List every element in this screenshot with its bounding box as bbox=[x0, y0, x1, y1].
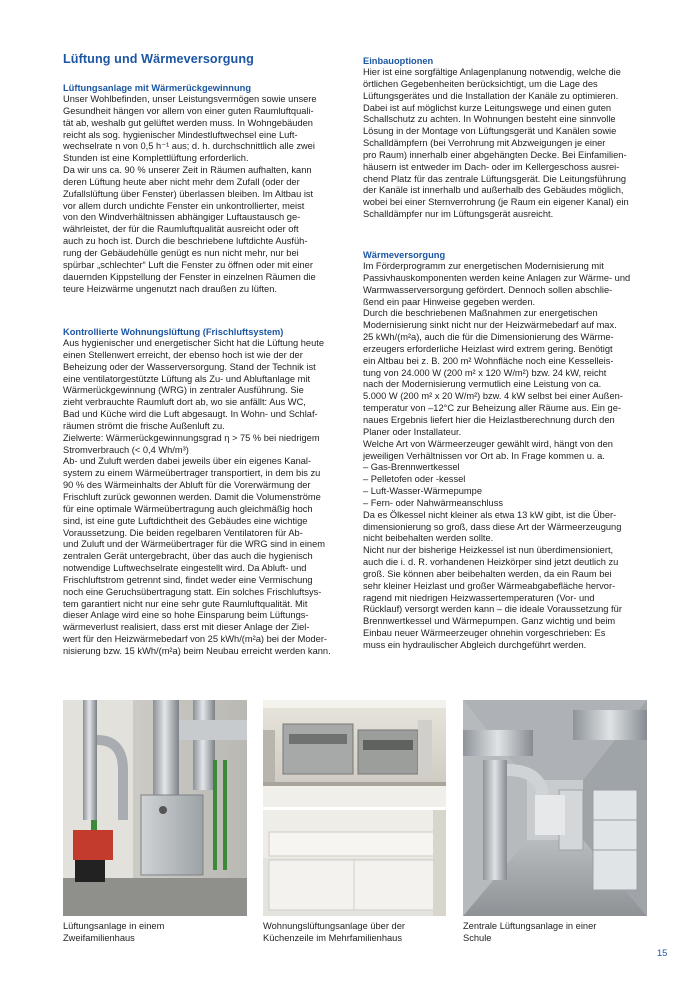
text-line: Frischluft zurück gewonnen werden. Damit die Volumenströme bbox=[63, 491, 321, 502]
photo-zentrale-lueftungsanlage-schule bbox=[463, 700, 647, 916]
text-line: nach der Modernisierung vermutlich eine Leistung von ca. bbox=[363, 379, 602, 390]
text-line: Schalldämpfern (bei Verrohrung mit Abzweigungen je einer bbox=[363, 138, 606, 149]
caption-photo-2-line-1: Wohnungslüftungsanlage über der bbox=[263, 921, 405, 931]
text-line: Im Förderprogramm zur energetischen Modernisierung mit bbox=[363, 261, 604, 271]
text-line: zieht verbrauchte Raumluft dort ab, wo sie anfällt: Aus WC, bbox=[63, 397, 306, 408]
text-line: dimensionierung so groß, dass diese Art der Wärmeerzeugung bbox=[363, 521, 622, 532]
text-line: – Fern- oder Nahwärmeanschluss bbox=[363, 497, 504, 508]
text-line: tät ab, weshalb gut gelüftet werden muss. In Wohngebäuden bbox=[63, 117, 313, 128]
text-line: Nicht nur der bisherige Heizkessel ist nun überdimensioniert, bbox=[363, 545, 614, 556]
text-line: groß. Sie können aber beibehalten werden, da ein Raum bei bbox=[363, 568, 612, 579]
text-line: auch die i. d. R. vorhandenen Heizkörper sind jetzt deutlich zu bbox=[363, 557, 619, 568]
text-line: Schalldämpfer nur im Lüftungsgerät ausreicht. bbox=[363, 209, 554, 220]
photo-lueftungsanlage-zweifamilienhaus bbox=[63, 700, 247, 916]
text-line: häusern ist entweder im Dach- oder im Kellergeschoss ausrei- bbox=[363, 161, 620, 172]
section-heading-lueftungsanlage: Lüftungsanlage mit Wärmerückgewinnung bbox=[63, 83, 252, 93]
text-line: – Pelletofen oder -kessel bbox=[363, 474, 466, 485]
text-line: tem garantiert nicht nur eine sehr gute Raumluftqualität. Mit bbox=[63, 598, 308, 609]
caption-photo-3-line-2: Schule bbox=[463, 933, 492, 943]
paragraph-kontrollierte-wohnungslueftung bbox=[63, 338, 346, 658]
text-line: Dabei ist auf möglichst kurze Leitungswege und einen guten bbox=[363, 102, 612, 113]
text-line: system zu einem Wärmeübertrager transportiert, in dem bis zu bbox=[63, 468, 321, 479]
text-line: 5.000 W (200 m² x 20 W/m²) bzw. 4 kW selbst bei einer Außen- bbox=[363, 391, 623, 402]
text-line: Passivhauskomponenten werden keine Anlagen zur Wärme- und bbox=[363, 272, 631, 283]
caption-photo-3 bbox=[463, 920, 647, 944]
caption-photo-1-line-2: Zweifamilienhaus bbox=[63, 933, 135, 943]
text-line: für eine optimale Wärmeübertragung auch gleichmäßig hoch bbox=[63, 503, 313, 514]
text-line: Da es Ölkessel nicht kleiner als etwa 13 kW gibt, ist die Über- bbox=[363, 509, 617, 520]
text-line: tung von 24.000 W (200 m² x 120 W/m²) bzw. 24 kW, reicht bbox=[363, 367, 607, 378]
text-line: auch zu hoch ist. Durch die beschriebene luftdichte Ausfüh- bbox=[63, 236, 308, 247]
text-line: Bad und Küche wird die Luft abgesaugt. In Wohn- und Schlaf- bbox=[63, 409, 318, 420]
text-line: Stunden ist eine Komplettlüftung erforderlich. bbox=[63, 153, 249, 164]
text-line: eine ventilatorgestützte Lüftung als Zu- und Abluftanlage mit bbox=[63, 373, 311, 384]
caption-photo-2-line-2: Küchenzeile im Mehrfamilienhaus bbox=[263, 933, 403, 943]
page-number: 15 bbox=[657, 948, 668, 958]
text-line: Hier ist eine sorgfältige Anlagenplanung notwendig, welche die bbox=[363, 67, 621, 77]
section-heading-einbauoptionen: Einbauoptionen bbox=[363, 56, 434, 66]
text-line: sehr kleiner Heizlast und großer Wärmeabgabefläche hervor- bbox=[363, 580, 616, 591]
text-line: sind, ist eine gute Luftdichtheit des Gebäudes eine wichtige bbox=[63, 515, 308, 526]
text-line: Wärmerückgewinnung (WRG) in zentraler Ausführung. Sie bbox=[63, 385, 304, 396]
text-line: Einbau neuer Wärmeerzeuger ohnehin vorgeschrieben: Es bbox=[363, 628, 606, 639]
text-line: erzeugers erforderliche Heizlast wird extrem gering. Benötigt bbox=[363, 343, 613, 354]
paragraph-waermeversorgung bbox=[363, 261, 645, 652]
text-line: ßend ein paar Hinweise gegeben werden. bbox=[363, 296, 536, 307]
text-line: nicht beibehalten werden sollte. bbox=[363, 533, 494, 544]
text-line: Voraussetzung. Die beiden regelbaren Ventilatoren für Ab- bbox=[63, 527, 303, 538]
paragraph-einbauoptionen bbox=[363, 67, 645, 221]
text-line: reicht als sog. hygienischer Mindestluftwechsel eine Luft- bbox=[63, 129, 298, 140]
text-line: Ab- und Zuluft werden dabei jeweils über ein eigenes Kanal- bbox=[63, 456, 312, 467]
text-line: Beheizung oder der Wasserversorgung. Stand der Technik ist bbox=[63, 361, 316, 372]
text-line: und Zuluft und der Wärmeübertrager für die WRG sind in einem bbox=[63, 539, 325, 550]
text-line: noch eine Geruchsübertragung statt. Ein solches Frischluftsys- bbox=[63, 586, 322, 597]
photo-wohnungslueftungsanlage-kuechenzeile bbox=[263, 810, 446, 916]
text-line: Rücklauf) versorgt werden kann – die ideale Voraussetzung für bbox=[363, 604, 622, 615]
text-line: Frischluftstrom getrennt sind, findet weder eine Vermischung bbox=[63, 574, 313, 585]
text-line: wobei bei einer Sternverrohrung (je Raum ein eigener Kanal) ein bbox=[363, 197, 629, 208]
photo-wohnungslueftungsanlage-oben bbox=[263, 700, 446, 807]
text-line: Warmwasserversorgung gefördert. Dennoch sollen abschlie- bbox=[363, 284, 613, 295]
text-line: teure Heizwärme ungenutzt nach draußen zu lüften. bbox=[63, 283, 277, 294]
text-line: muss ein hydraulischer Abgleich durchgeführt werden. bbox=[363, 640, 587, 650]
text-line: pro Raum) innerhalb einer abgehängten Decke. Bei Einfamilien- bbox=[363, 149, 627, 160]
text-line: dieser Anlage wird eine so hohe Einsparung beim Lüftungs- bbox=[63, 610, 309, 621]
text-line: währleistet, der für die Raumluftqualität ausreicht oder oft bbox=[63, 224, 299, 235]
text-line: 90 % des Wärmeinhalts der Abluft für die Vorerwärmung der bbox=[63, 480, 311, 491]
text-line: von den Windverhältnissen abhängiger Luftaustausch ge- bbox=[63, 212, 301, 223]
text-line: dauernden Kippstellung der Fenster in einzelnen Räumen die bbox=[63, 271, 316, 282]
text-line: Lösung in der Montage von Lüftungsgerät und Kanälen sowie bbox=[363, 126, 617, 137]
text-line: temperatur von –12°C zur Beheizung aller Räume aus. Ein ge- bbox=[363, 403, 621, 414]
text-line: der Kanäle ist innerhalb und außerhalb des Gebäudes möglich, bbox=[363, 185, 624, 196]
text-line: Planer oder Installateur. bbox=[363, 426, 462, 437]
text-line: – Luft-Wasser-Wärmepumpe bbox=[363, 486, 482, 497]
paragraph-lueftungsanlage bbox=[63, 94, 346, 295]
text-line: notwendige Luftwechselrate eingestellt wird. Da Abluft- und bbox=[63, 563, 307, 574]
text-line: Unser Wohlbefinden, unser Leistungsvermögen sowie unsere bbox=[63, 94, 317, 104]
caption-photo-1 bbox=[63, 920, 247, 944]
text-line: Stromverbrauch (< 0,4 Wh/m³) bbox=[63, 444, 189, 455]
text-line: wechselrate n von 0,5 h⁻¹ aus; d. h. durchschnittlich alle zwei bbox=[63, 141, 315, 152]
text-line: spürbar „schlechter“ Luft die Fenster zu öffnen oder mit einer bbox=[63, 259, 313, 270]
text-line: 25 kWh/(m²a), auch die für die Dimensionierung des Wärme- bbox=[363, 332, 614, 343]
text-line: jeweiligen Verhältnissen vor Ort ab. In Frage kommen u. a. bbox=[363, 450, 605, 461]
text-line: Brennwertkessel und Wärmepumpen. Ganz wichtig und beim bbox=[363, 616, 616, 627]
text-line: wert für den Heizwärmebedarf von 25 kWh/(m²a) bei der Moder- bbox=[63, 634, 328, 645]
text-line: ein Altbau bei z. B. 200 m² Wohnfläche noch eine Kesselleis- bbox=[363, 355, 614, 366]
text-line: Zufallslüftung über Fenster) überlassen bleiben. Im Altbau ist bbox=[63, 188, 314, 199]
text-line: einen Stellenwert erreicht, der ebenso hoch ist wie der der bbox=[63, 349, 303, 360]
text-line: nisierung bzw. 15 kWh/(m²a) beim Neubau erreicht werden kann. bbox=[63, 645, 331, 656]
page-title: Lüftung und Wärmeversorgung bbox=[63, 52, 254, 66]
caption-photo-1-line-1: Lüftungsanlage in einem bbox=[63, 921, 165, 931]
section-heading-kontrollierte-wohnungslueftung: Kontrollierte Wohnungslüftung (Frischluftsystem) bbox=[63, 327, 284, 337]
text-line: räumen strömt die frische Außenluft zu. bbox=[63, 420, 225, 431]
section-heading-waermeversorgung: Wärmeversorgung bbox=[363, 250, 446, 260]
text-line: – Gas-Brennwertkessel bbox=[363, 462, 460, 473]
text-line: Gesundheit hängen vor allem von einer guten Raumluftquali- bbox=[63, 105, 314, 116]
text-line: örtlichen Gegebenheiten berücksichtigt, um die Lage des bbox=[363, 78, 598, 89]
caption-photo-3-line-1: Zentrale Lüftungsanlage in einer bbox=[463, 921, 597, 931]
text-line: zentralen Gerät untergebracht, über das auch die hygienisch bbox=[63, 551, 313, 562]
text-line: chend Platz für das zentrale Lüftungsgerät. Die Leitungsführung bbox=[363, 173, 627, 184]
text-line: Welche Art von Wärmeerzeuger gewählt wird, hängt von den bbox=[363, 438, 613, 449]
caption-photo-2 bbox=[263, 920, 446, 944]
text-line: Lüftungsgerätes und die Installation der Kanäle zu optimieren. bbox=[363, 90, 619, 101]
text-line: Da wir uns ca. 90 % unserer Zeit in Räumen aufhalten, kann bbox=[63, 165, 312, 176]
text-line: vor allem durch undichte Fenster ein unkontrollierter, meist bbox=[63, 200, 305, 211]
text-line: ragend mit niedrigen Heizwassertemperaturen (Vor- und bbox=[363, 592, 595, 603]
text-line: Zielwerte: Wärmerückgewinnungsgrad η > 75 % bei niedrigem bbox=[63, 432, 320, 443]
text-line: Schallschutz zu achten. In Wohnungen besteht eine sinnvolle bbox=[363, 114, 616, 125]
text-line: wärmeverlust realisiert, dass erst mit dieser Anlage der Ziel- bbox=[63, 622, 310, 633]
text-line: Durch die beschriebenen Maßnahmen zur energetischen bbox=[363, 308, 598, 319]
text-line: naues Ergebnis liefert hier die Heizlastberechnung durch den bbox=[363, 414, 615, 425]
text-line: deren Lüftung heute aber nicht mehr dem Zufall (oder der bbox=[63, 176, 300, 187]
text-line: rung der Gebäudehülle genügt es nun nicht mehr, nur bei bbox=[63, 247, 299, 258]
text-line: Modernisierung sinkt nicht nur der Heizwärmebedarf auf max. bbox=[363, 320, 617, 331]
text-line: Aus hygienischer und energetischer Sicht hat die Lüftung heute bbox=[63, 338, 325, 348]
